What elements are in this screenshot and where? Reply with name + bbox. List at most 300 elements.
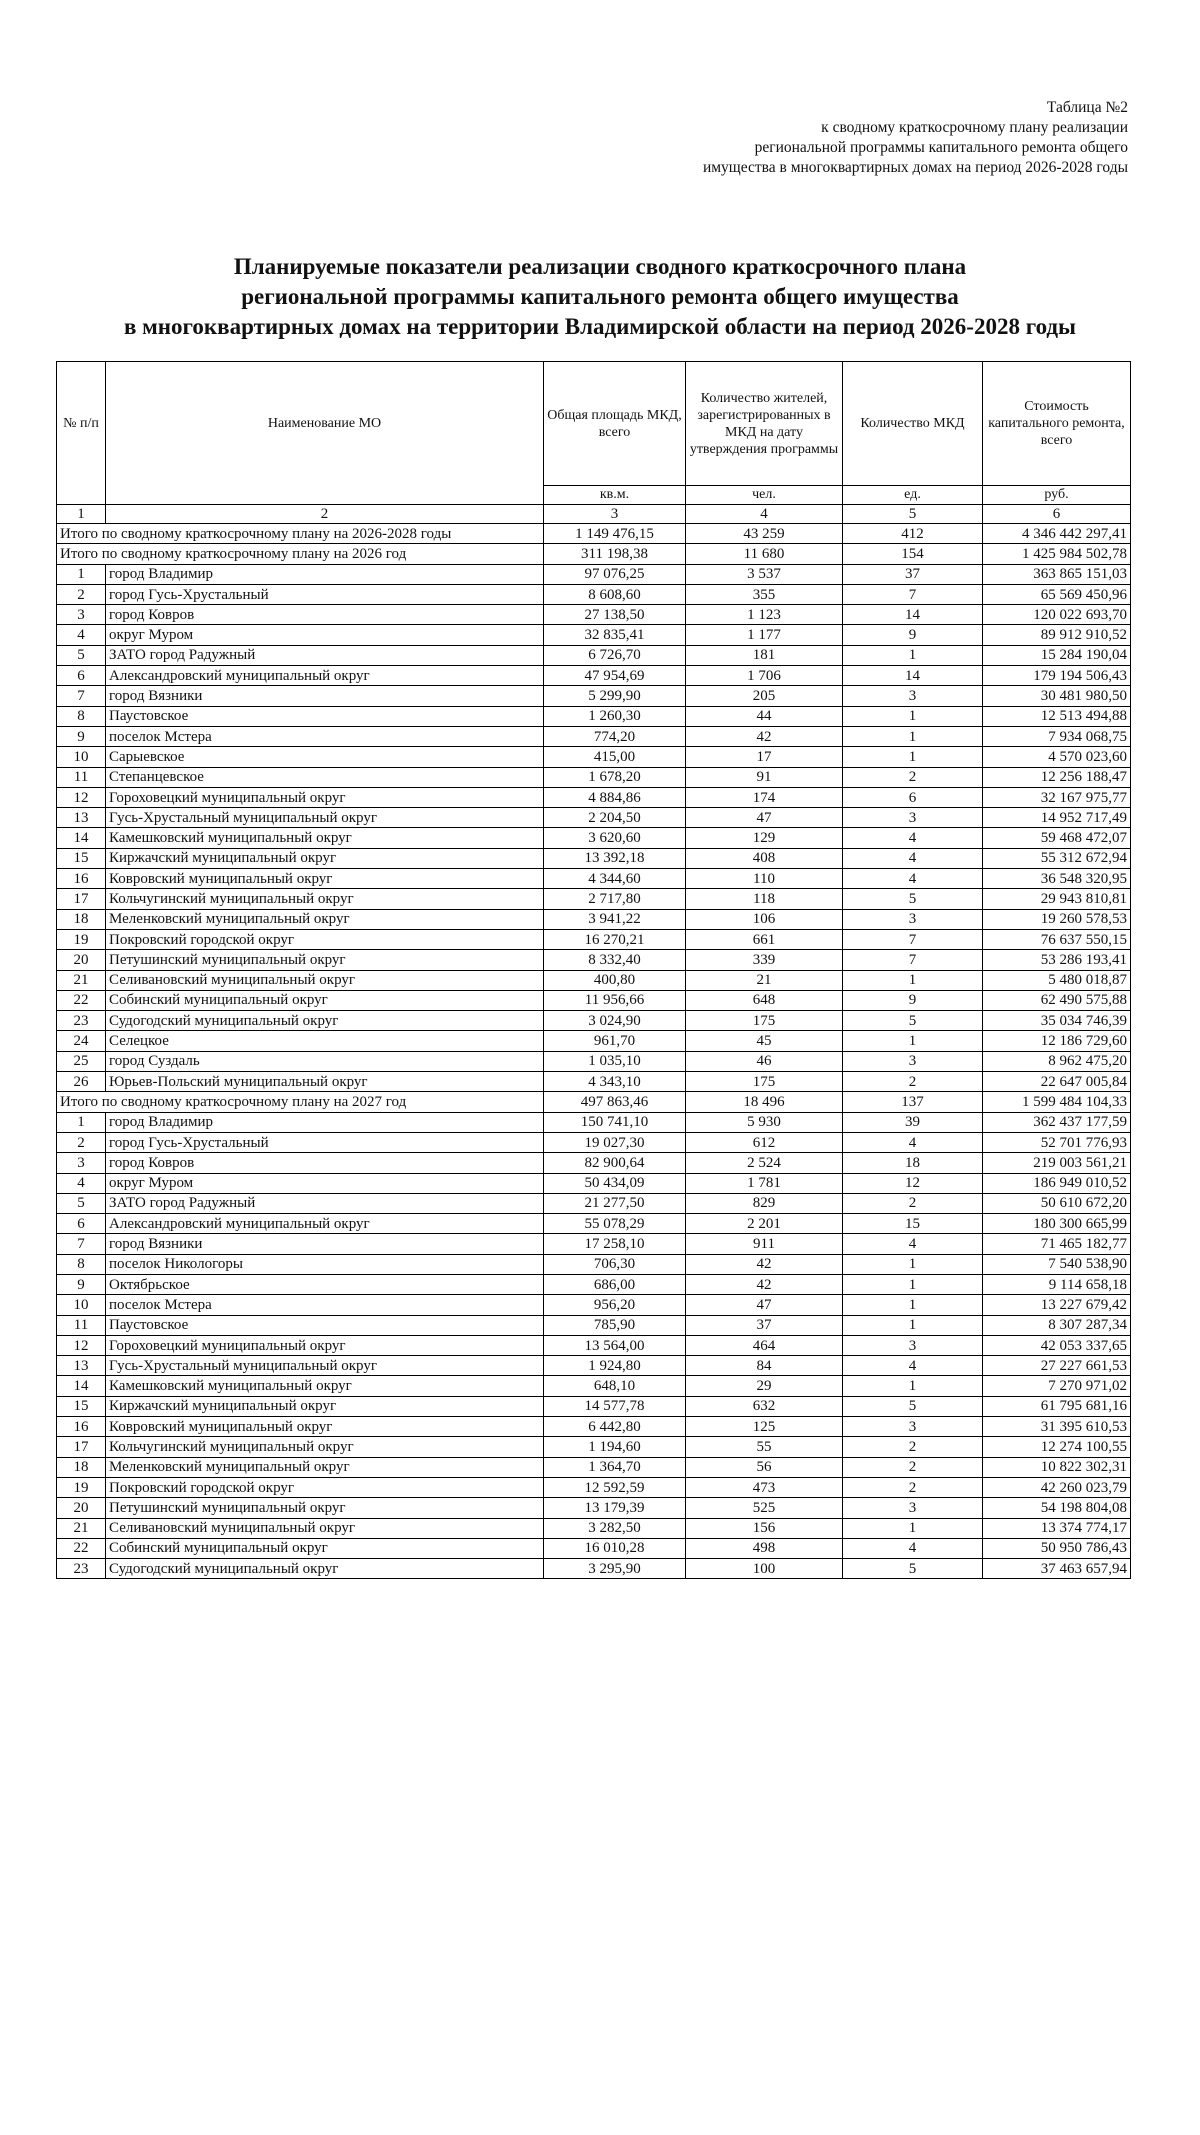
area-cell: 82 900,64 [544,1153,686,1173]
unit-cell: руб. [983,486,1131,505]
cost-cell: 12 256 188,47 [983,767,1131,787]
cost-cell: 362 437 177,59 [983,1112,1131,1132]
cost-cell: 7 540 538,90 [983,1254,1131,1274]
residents-cell: 91 [686,767,843,787]
municipality-name: Ковровский муниципальный округ [106,1417,544,1437]
table-row [57,706,1131,726]
col-header-count: Количество МКД [843,362,983,486]
col-header-number: № п/п [57,362,106,486]
cost-cell: 42 053 337,65 [983,1335,1131,1355]
residents-cell: 129 [686,828,843,848]
row-number: 15 [57,1396,106,1416]
count-cell: 4 [843,869,983,889]
residents-cell: 42 [686,1274,843,1294]
table-row [57,1457,1131,1477]
row-number: 21 [57,970,106,990]
row-number: 20 [57,950,106,970]
table-row [57,1498,1131,1518]
count-cell: 37 [843,564,983,584]
row-number: 24 [57,1031,106,1051]
municipality-name: Кольчугинский муниципальный округ [106,889,544,909]
area-cell: 956,20 [544,1295,686,1315]
municipality-name: Киржачский муниципальный округ [106,1396,544,1416]
cost-cell: 8 962 475,20 [983,1051,1131,1071]
row-number: 18 [57,909,106,929]
municipality-name: Паустовское [106,1315,544,1335]
row-number: 15 [57,848,106,868]
area-cell: 14 577,78 [544,1396,686,1416]
area-cell: 706,30 [544,1254,686,1274]
municipality-name: Гороховецкий муниципальный округ [106,787,544,807]
total-cost: 1 425 984 502,78 [983,544,1131,564]
unit-cell: ед. [843,486,983,505]
cost-cell: 8 307 287,34 [983,1315,1131,1335]
cost-cell: 76 637 550,15 [983,929,1131,949]
cost-cell: 55 312 672,94 [983,848,1131,868]
area-cell: 13 179,39 [544,1498,686,1518]
total-count: 137 [843,1092,983,1112]
municipality-name: округ Муром [106,1173,544,1193]
count-cell: 4 [843,1538,983,1558]
area-cell: 774,20 [544,726,686,746]
residents-cell: 156 [686,1518,843,1538]
area-cell: 1 924,80 [544,1356,686,1376]
row-number: 3 [57,1153,106,1173]
area-cell: 13 564,00 [544,1335,686,1355]
table-row [57,625,1131,645]
municipality-name: Кольчугинский муниципальный округ [106,1437,544,1457]
residents-cell: 911 [686,1234,843,1254]
row-number: 16 [57,869,106,889]
table-row [57,1173,1131,1193]
row-number: 1 [57,1112,106,1132]
row-number: 14 [57,1376,106,1396]
residents-cell: 44 [686,706,843,726]
row-number: 3 [57,605,106,625]
cost-cell: 50 950 786,43 [983,1538,1131,1558]
count-cell: 4 [843,1234,983,1254]
count-cell: 15 [843,1214,983,1234]
unit-cell: чел. [686,486,843,505]
area-cell: 3 620,60 [544,828,686,848]
residents-cell: 408 [686,848,843,868]
count-cell: 2 [843,1477,983,1497]
total-area: 311 198,38 [544,544,686,564]
table-row [57,584,1131,604]
count-cell: 3 [843,686,983,706]
cost-cell: 62 490 575,88 [983,990,1131,1010]
residents-cell: 3 537 [686,564,843,584]
area-cell: 16 010,28 [544,1538,686,1558]
area-cell: 8 332,40 [544,950,686,970]
count-cell: 1 [843,970,983,990]
row-number: 7 [57,686,106,706]
count-cell: 7 [843,929,983,949]
municipality-name: округ Муром [106,625,544,645]
table-row [57,747,1131,767]
cost-cell: 52 701 776,93 [983,1132,1131,1152]
count-cell: 1 [843,726,983,746]
residents-cell: 1 123 [686,605,843,625]
cost-cell: 32 167 975,77 [983,787,1131,807]
residents-cell: 110 [686,869,843,889]
area-cell: 3 024,90 [544,1011,686,1031]
row-number: 11 [57,1315,106,1335]
row-number: 4 [57,1173,106,1193]
area-cell: 3 282,50 [544,1518,686,1538]
municipality-name: Судогодский муниципальный округ [106,1559,544,1579]
residents-cell: 56 [686,1457,843,1477]
col-number: 4 [686,505,843,524]
cost-cell: 15 284 190,04 [983,645,1131,665]
row-number: 20 [57,1498,106,1518]
count-cell: 39 [843,1112,983,1132]
col-header-cost: Стоимость капитального ремонта, всего [983,362,1131,486]
row-number: 6 [57,1214,106,1234]
area-cell: 1 194,60 [544,1437,686,1457]
municipality-name: поселок Никологоры [106,1254,544,1274]
cost-cell: 13 374 774,17 [983,1518,1131,1538]
residents-cell: 498 [686,1538,843,1558]
residents-cell: 17 [686,747,843,767]
total-area: 1 149 476,15 [544,524,686,544]
cost-cell: 42 260 023,79 [983,1477,1131,1497]
row-number: 5 [57,1193,106,1213]
title-line: Планируемые показатели реализации сводного краткосрочного плана [233,254,967,279]
table-row [57,1315,1131,1335]
residents-cell: 612 [686,1132,843,1152]
residents-cell: 473 [686,1477,843,1497]
cost-cell: 120 022 693,70 [983,605,1131,625]
table-row [57,726,1131,746]
residents-cell: 84 [686,1356,843,1376]
area-cell: 2 717,80 [544,889,686,909]
municipality-name: город Гусь-Хрустальный [106,1132,544,1152]
table-row [57,1153,1131,1173]
residents-cell: 47 [686,1295,843,1315]
area-cell: 1 364,70 [544,1457,686,1477]
residents-cell: 1 177 [686,625,843,645]
count-cell: 1 [843,1274,983,1294]
table-row [57,1072,1131,1092]
municipality-name: Гусь-Хрустальный муниципальный округ [106,808,544,828]
area-cell: 4 343,10 [544,1072,686,1092]
count-cell: 1 [843,706,983,726]
count-cell: 1 [843,1295,983,1315]
municipality-name: город Вязники [106,1234,544,1254]
row-number: 12 [57,787,106,807]
table-row [57,869,1131,889]
title-line: региональной программы капитального ремонта общего имущества [241,284,959,309]
table-row [57,1376,1131,1396]
cost-cell: 12 186 729,60 [983,1031,1131,1051]
count-cell: 2 [843,1437,983,1457]
count-cell: 9 [843,625,983,645]
row-number: 4 [57,625,106,645]
municipality-name: поселок Мстера [106,1295,544,1315]
total-row-all [57,524,1131,544]
table-body [57,524,1131,1579]
table-row [57,1051,1131,1071]
table-row [57,990,1131,1010]
count-cell: 1 [843,1518,983,1538]
row-number: 19 [57,1477,106,1497]
cost-cell: 4 570 023,60 [983,747,1131,767]
municipality-name: ЗАТО город Радужный [106,645,544,665]
total-cost: 1 599 484 104,33 [983,1092,1131,1112]
count-cell: 3 [843,909,983,929]
municipality-name: поселок Мстера [106,726,544,746]
table-row [57,564,1131,584]
municipality-name: Селецкое [106,1031,544,1051]
count-cell: 6 [843,787,983,807]
residents-cell: 661 [686,929,843,949]
cost-cell: 29 943 810,81 [983,889,1131,909]
cost-cell: 37 463 657,94 [983,1559,1131,1579]
count-cell: 12 [843,1173,983,1193]
col-number: 3 [544,505,686,524]
count-cell: 3 [843,1051,983,1071]
cost-cell: 35 034 746,39 [983,1011,1131,1031]
count-cell: 5 [843,889,983,909]
col-header-area: Общая площадь МКД, всего [544,362,686,486]
row-number: 2 [57,1132,106,1152]
total-count: 154 [843,544,983,564]
count-cell: 2 [843,1072,983,1092]
residents-cell: 355 [686,584,843,604]
count-cell: 5 [843,1011,983,1031]
residents-cell: 174 [686,787,843,807]
row-number: 16 [57,1417,106,1437]
count-cell: 5 [843,1396,983,1416]
row-number: 14 [57,828,106,848]
municipality-name: город Вязники [106,686,544,706]
area-cell: 785,90 [544,1315,686,1335]
cost-cell: 71 465 182,77 [983,1234,1131,1254]
cost-cell: 36 548 320,95 [983,869,1131,889]
area-cell: 32 835,41 [544,625,686,645]
col-number: 6 [983,505,1131,524]
cost-cell: 363 865 151,03 [983,564,1131,584]
count-cell: 4 [843,848,983,868]
table-row [57,1254,1131,1274]
table-row [57,1356,1131,1376]
municipality-name: Покровский городской округ [106,929,544,949]
count-cell: 3 [843,1498,983,1518]
header-note [428,98,1128,178]
row-number: 18 [57,1457,106,1477]
municipality-name: город Гусь-Хрустальный [106,584,544,604]
table-row [57,1031,1131,1051]
row-number: 13 [57,1356,106,1376]
municipality-name: город Владимир [106,1112,544,1132]
table-row [57,1437,1131,1457]
area-cell: 21 277,50 [544,1193,686,1213]
municipality-name: ЗАТО город Радужный [106,1193,544,1213]
header-note-line: региональной программы капитального ремонта общего [754,139,1128,156]
area-cell: 50 434,09 [544,1173,686,1193]
residents-cell: 648 [686,990,843,1010]
count-cell: 1 [843,1254,983,1274]
residents-cell: 42 [686,1254,843,1274]
row-number: 12 [57,1335,106,1355]
residents-cell: 1 706 [686,666,843,686]
municipality-name: Селивановский муниципальный округ [106,970,544,990]
municipality-name: Степанцевское [106,767,544,787]
row-number: 9 [57,1274,106,1294]
title-line: в многоквартирных домах на территории Владимирской области на период 2026-2028 годы [123,314,1077,339]
table-row [57,1559,1131,1579]
municipality-name: город Ковров [106,1153,544,1173]
col-header-residents: Количество жителей, зарегистрированных в МКД на дату утверждения программы [686,362,843,486]
table-row [57,1417,1131,1437]
area-cell: 11 956,66 [544,990,686,1010]
table-row [57,889,1131,909]
cost-cell: 59 468 472,07 [983,828,1131,848]
units-row [57,486,1131,505]
count-cell: 4 [843,1356,983,1376]
cost-cell: 19 260 578,53 [983,909,1131,929]
table-row [57,1538,1131,1558]
table-row [57,848,1131,868]
table-row [57,929,1131,949]
table-row [57,666,1131,686]
row-number: 22 [57,1538,106,1558]
residents-cell: 632 [686,1396,843,1416]
table-row [57,1112,1131,1132]
area-cell: 3 941,22 [544,909,686,929]
cost-cell: 61 795 681,16 [983,1396,1131,1416]
residents-cell: 464 [686,1335,843,1355]
cost-cell: 12 274 100,55 [983,1437,1131,1457]
municipality-name: Александровский муниципальный округ [106,1214,544,1234]
area-cell: 13 392,18 [544,848,686,868]
municipality-name: город Ковров [106,605,544,625]
municipality-name: Собинский муниципальный округ [106,990,544,1010]
table-row [57,1132,1131,1152]
row-number: 10 [57,747,106,767]
table-row [57,1234,1131,1254]
area-cell: 4 884,86 [544,787,686,807]
count-cell: 1 [843,1376,983,1396]
table-row [57,1011,1131,1031]
cost-cell: 7 270 971,02 [983,1376,1131,1396]
row-number: 25 [57,1051,106,1071]
area-cell: 97 076,25 [544,564,686,584]
row-number: 1 [57,564,106,584]
area-cell: 27 138,50 [544,605,686,625]
table-row [57,767,1131,787]
cost-cell: 12 513 494,88 [983,706,1131,726]
table-row [57,909,1131,929]
row-number: 5 [57,645,106,665]
area-cell: 1 678,20 [544,767,686,787]
table-row [57,1295,1131,1315]
table-row [57,645,1131,665]
municipality-name: Гусь-Хрустальный муниципальный округ [106,1356,544,1376]
residents-cell: 181 [686,645,843,665]
count-cell: 1 [843,1031,983,1051]
area-cell: 1 035,10 [544,1051,686,1071]
count-cell: 14 [843,605,983,625]
cost-cell: 54 198 804,08 [983,1498,1131,1518]
cost-cell: 14 952 717,49 [983,808,1131,828]
municipality-name: Селивановский муниципальный округ [106,1518,544,1538]
area-cell: 12 592,59 [544,1477,686,1497]
area-cell: 415,00 [544,747,686,767]
total-label: Итого по сводному краткосрочному плану на 2026 год [57,544,544,564]
area-cell: 648,10 [544,1376,686,1396]
count-cell: 2 [843,1193,983,1213]
residents-cell: 42 [686,726,843,746]
residents-cell: 2 524 [686,1153,843,1173]
residents-cell: 175 [686,1072,843,1092]
count-cell: 4 [843,828,983,848]
header-note-line: к сводному краткосрочному плану реализации [821,119,1128,136]
col-header-name: Наименование МО [106,362,544,486]
unit-cell: кв.м. [544,486,686,505]
cost-cell: 89 912 910,52 [983,625,1131,645]
col-number: 1 [57,505,106,524]
total-count: 412 [843,524,983,544]
count-cell: 14 [843,666,983,686]
count-cell: 1 [843,645,983,665]
municipality-name: Петушинский муниципальный округ [106,950,544,970]
residents-cell: 55 [686,1437,843,1457]
total-residents: 11 680 [686,544,843,564]
cost-cell: 179 194 506,43 [983,666,1131,686]
residents-cell: 106 [686,909,843,929]
area-cell: 4 344,60 [544,869,686,889]
count-cell: 9 [843,990,983,1010]
municipality-name: Судогодский муниципальный округ [106,1011,544,1031]
row-number: 17 [57,889,106,909]
residents-cell: 1 781 [686,1173,843,1193]
table-row [57,970,1131,990]
municipality-name: Покровский городской округ [106,1477,544,1497]
table-row [57,686,1131,706]
municipality-name: Сарыевское [106,747,544,767]
row-number: 26 [57,1072,106,1092]
table-row [57,605,1131,625]
municipality-name: Ковровский муниципальный округ [106,869,544,889]
residents-cell: 100 [686,1559,843,1579]
residents-cell: 175 [686,1011,843,1031]
count-cell: 3 [843,1335,983,1355]
area-cell: 3 295,90 [544,1559,686,1579]
residents-cell: 46 [686,1051,843,1071]
area-cell: 8 608,60 [544,584,686,604]
total-row-2026 [57,544,1131,564]
municipality-name: город Владимир [106,564,544,584]
area-cell: 16 270,21 [544,929,686,949]
count-cell: 7 [843,950,983,970]
table-row [57,828,1131,848]
table-row [57,1396,1131,1416]
row-number: 7 [57,1234,106,1254]
cost-cell: 22 647 005,84 [983,1072,1131,1092]
total-cost: 4 346 442 297,41 [983,524,1131,544]
table-row [57,1518,1131,1538]
column-numbers-row [57,505,1131,524]
residents-cell: 37 [686,1315,843,1335]
cost-cell: 186 949 010,52 [983,1173,1131,1193]
header-note-line: Таблица №2 [1046,99,1128,116]
area-cell: 5 299,90 [544,686,686,706]
row-number: 11 [57,767,106,787]
municipality-name: Паустовское [106,706,544,726]
municipality-name: город Суздаль [106,1051,544,1071]
